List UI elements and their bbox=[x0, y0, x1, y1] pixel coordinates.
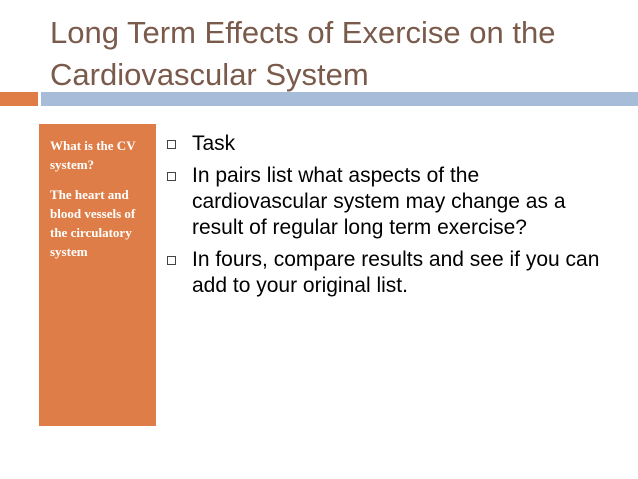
bullet-text: Task bbox=[192, 132, 236, 155]
bullet-list bbox=[165, 131, 615, 305]
bullet-text: In pairs list what aspects of the cardiovascular system may change as a result of regular long term exercise? bbox=[192, 164, 566, 239]
bullet-item-pairs bbox=[165, 163, 615, 241]
bullet-item-fours bbox=[165, 247, 615, 299]
accent-bar-blue bbox=[41, 92, 638, 106]
sidebar-question: What is the CV system? bbox=[50, 138, 136, 172]
sidebar-answer: The heart and blood vessels of the circulatory system bbox=[50, 187, 136, 259]
bullet-item-task bbox=[165, 131, 615, 157]
square-bullet-icon bbox=[167, 140, 176, 149]
square-bullet-icon bbox=[167, 172, 176, 181]
accent-bar-orange bbox=[0, 92, 38, 106]
slide-title: Long Term Effects of Exercise on the Cardiovascular System bbox=[50, 15, 556, 92]
sidebar-spacer bbox=[50, 174, 148, 185]
square-bullet-icon bbox=[167, 256, 176, 265]
bullet-text: In fours, compare results and see if you can add to your original list. bbox=[192, 248, 600, 297]
sidebar-panel bbox=[39, 124, 156, 426]
